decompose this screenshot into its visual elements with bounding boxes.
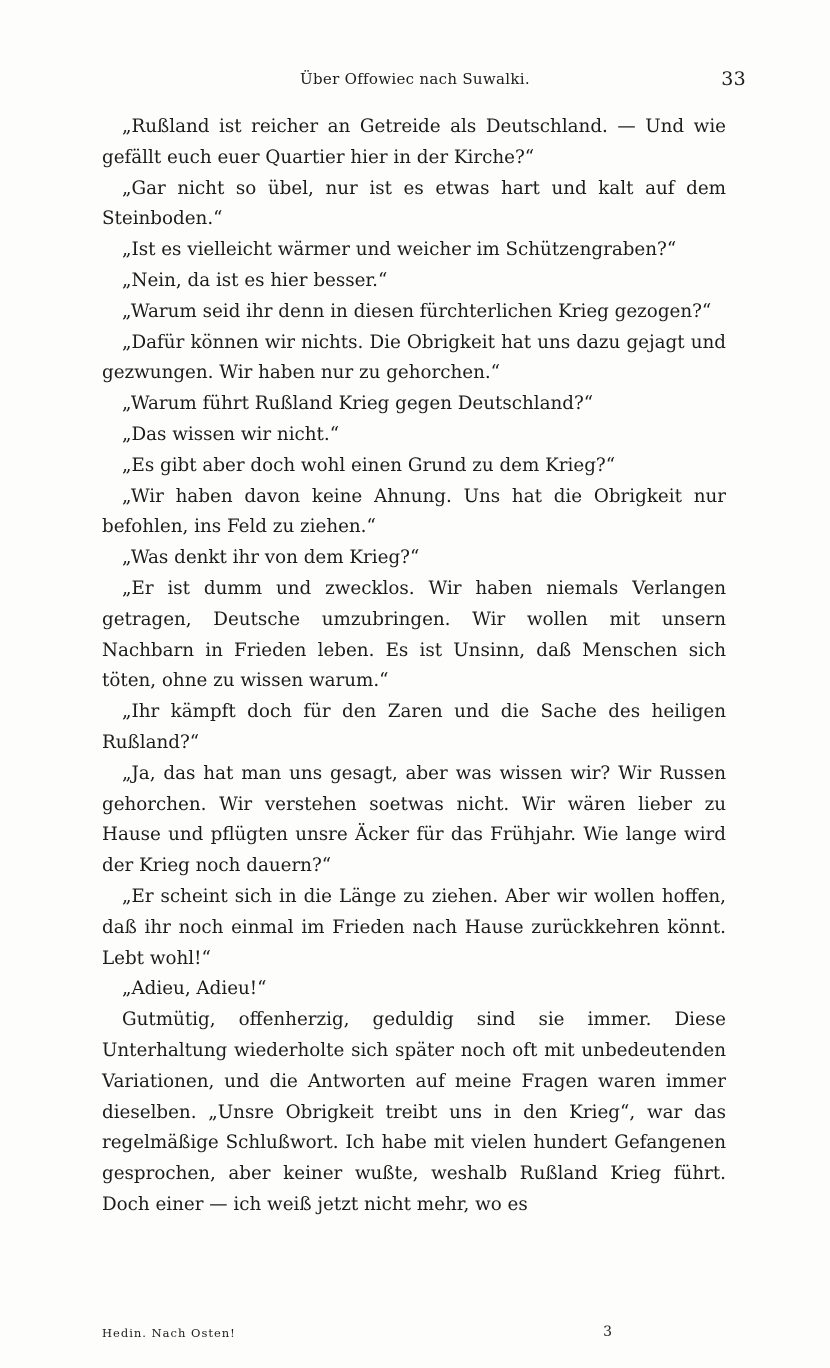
signature-mark: 3 <box>603 1324 612 1340</box>
paragraph: „Ihr kämpft doch für den Zaren und die Sache des heiligen Rußland?“ <box>102 701 726 753</box>
paragraph: „Er ist dumm und zwecklos. Wir haben niemals Verlangen getragen, Deutsche umzubringen. Wir wollen mit unsern Nachbarn in Frieden leben. Es ist Unsinn, daß Menschen sich töten, ohne zu wissen warum.“ <box>102 577 726 692</box>
paragraph: „Dafür können wir nichts. Die Obrigkeit hat uns dazu gejagt und gezwungen. Wir haben nur zu gehorchen.“ <box>102 331 726 384</box>
paragraph: „Wir haben davon keine Ahnung. Uns hat die Obrigkeit nur befohlen, ins Feld zu ziehen.“ <box>102 485 726 538</box>
paragraph: „Nein, da ist es hier besser.“ <box>122 269 388 291</box>
paragraph: „Adieu, Adieu!“ <box>122 978 267 1000</box>
paragraph: „Das wissen wir nicht.“ <box>122 423 340 445</box>
page-footer <box>102 1326 612 1340</box>
footer-book-title: Hedin. Nach Osten! <box>102 1326 236 1340</box>
paragraph: Gutmütig, offenherzig, geduldig sind sie immer. Diese Unterhaltung wiederholte sich später noch oft mit unbedeutenden Variationen, und die Antworten auf meine Fragen waren immer dieselben. „Unsre Obrigkeit treibt uns in den Krieg“, war das regelmäßige Schlußwort. Ich habe mit vielen hundert Gefangenen gesprochen, aber keiner wußte, weshalb Rußland Krieg führt. Doch einer — ich weiß jetzt nicht mehr, wo es <box>102 1009 726 1215</box>
page-body <box>102 112 726 1221</box>
paragraph: „Warum seid ihr denn in diesen fürchterlichen Krieg gezogen?“ <box>122 300 712 322</box>
paragraph: „Er scheint sich in die Länge zu ziehen. Aber wir wollen hoffen, daß ihr noch einmal im Frieden nach Hause zurückkehren könnt. Lebt wohl!“ <box>102 885 726 969</box>
running-header <box>0 66 830 94</box>
paragraph: „Was denkt ihr von dem Krieg?“ <box>122 547 420 569</box>
running-title: Über Offowiec nach Suwalki. <box>300 70 530 88</box>
paragraph: „Ja, das hat man uns gesagt, aber was wissen wir? Wir Russen gehorchen. Wir verstehen soetwas nicht. Wir wären lieber zu Hause und pflügten unsre Äcker für das Frühjahr. Wie lange wird der Krieg noch dauern?“ <box>102 762 726 877</box>
paragraph: „Warum führt Rußland Krieg gegen Deutschland?“ <box>122 393 594 415</box>
paragraph: „Es gibt aber doch wohl einen Grund zu dem Krieg?“ <box>122 454 616 476</box>
paragraph: „Rußland ist reicher an Getreide als Deutschland. — Und wie gefällt euch euer Quartier hier in der Kirche?“ <box>102 116 726 168</box>
paragraph: „Ist es vielleicht wärmer und weicher im Schützengraben?“ <box>122 239 677 261</box>
page-number: 33 <box>721 68 746 90</box>
paragraph: „Gar nicht so übel, nur ist es etwas hart und kalt auf dem Steinboden.“ <box>102 177 726 230</box>
